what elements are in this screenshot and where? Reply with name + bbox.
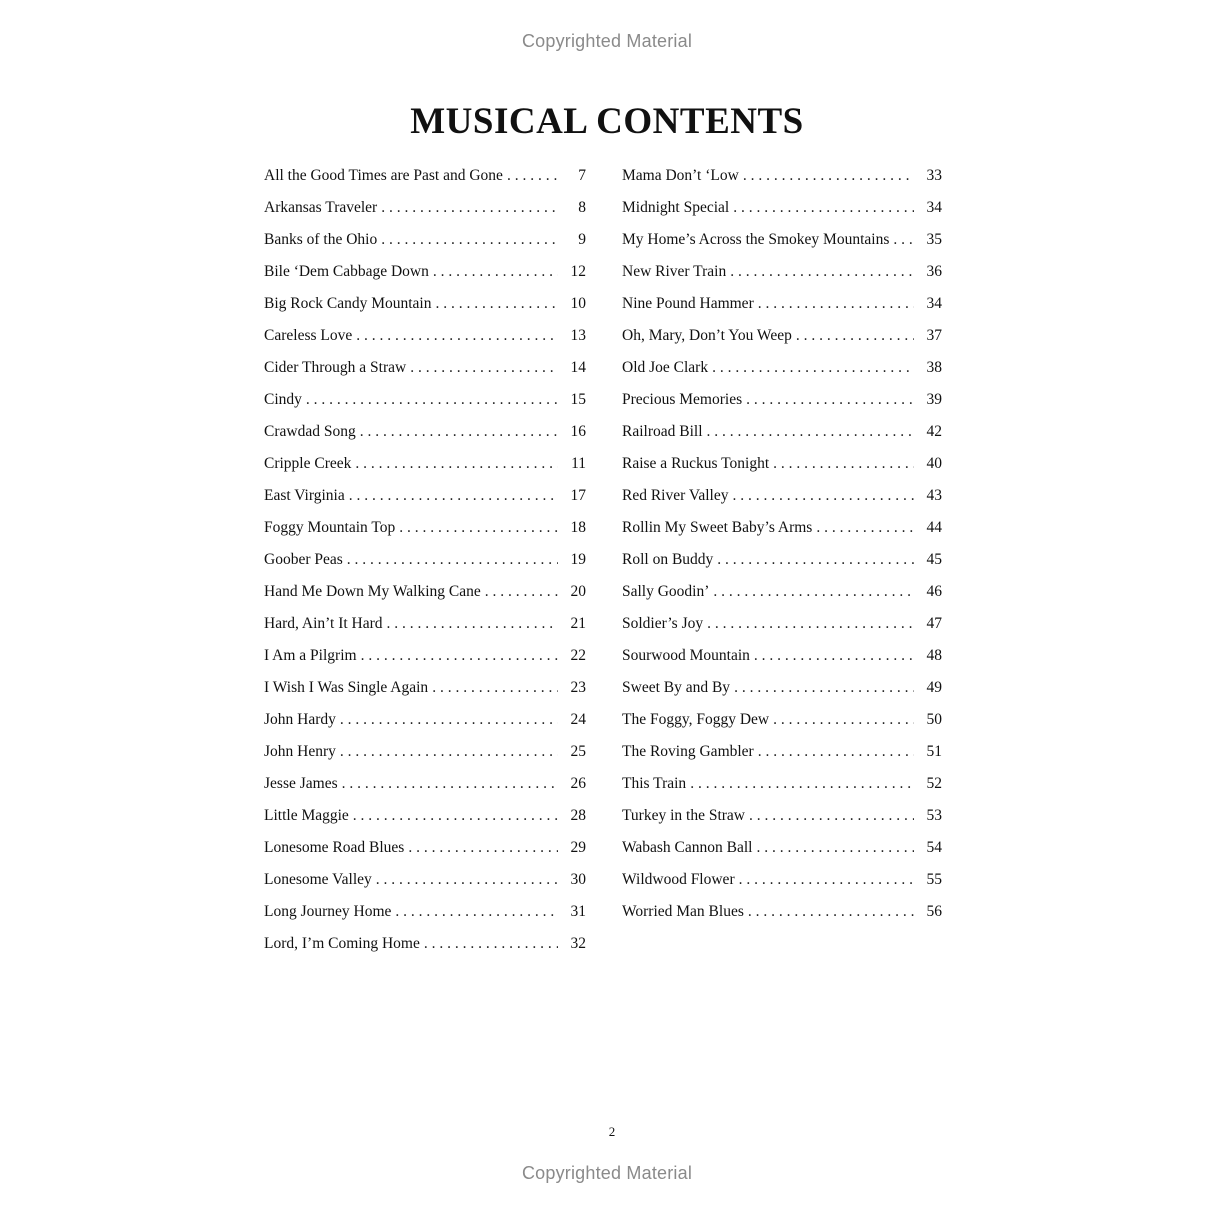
- dot-leader: [340, 706, 558, 734]
- song-title: Soldier’s Joy: [622, 615, 704, 632]
- contents-entry: [264, 546, 586, 578]
- song-page-number: 8: [578, 199, 586, 216]
- song-title: Sweet By and By: [622, 679, 731, 696]
- song-page-number: 48: [926, 647, 942, 664]
- dot-leader: [743, 162, 914, 190]
- song-page-number: 32: [570, 935, 586, 952]
- song-title: I Wish I Was Single Again: [264, 679, 429, 696]
- song-title: Old Joe Clark: [622, 359, 709, 376]
- dot-leader: [353, 802, 558, 830]
- contents-entry: [622, 450, 942, 482]
- contents-entry: [264, 354, 586, 386]
- song-page-number: 35: [926, 231, 942, 248]
- dot-leader: [399, 514, 558, 542]
- song-title: Cripple Creek: [264, 455, 352, 472]
- song-page-number: 44: [926, 519, 942, 536]
- song-page-number: 45: [926, 551, 942, 568]
- song-title: Lonesome Valley: [264, 871, 372, 888]
- contents-entry: [622, 354, 942, 386]
- song-title: The Roving Gambler: [622, 743, 754, 760]
- dot-leader: [712, 354, 914, 382]
- dot-leader: [387, 610, 558, 638]
- dot-leader: [717, 546, 914, 574]
- song-page-number: 25: [570, 743, 586, 760]
- dot-leader: [355, 450, 558, 478]
- song-title: Cindy: [264, 391, 302, 408]
- contents-entry: [264, 226, 586, 258]
- dot-leader: [707, 418, 914, 446]
- dot-leader: [356, 322, 558, 350]
- dot-leader: [758, 290, 914, 318]
- song-title: Worried Man Blues: [622, 903, 744, 920]
- song-page-number: 31: [570, 903, 586, 920]
- contents-entry: [264, 770, 586, 802]
- contents-entry: [622, 834, 942, 866]
- song-page-number: 18: [570, 519, 586, 536]
- song-title: Lord, I’m Coming Home: [264, 935, 420, 952]
- contents-entry: [622, 706, 942, 738]
- song-title: Hand Me Down My Walking Cane: [264, 583, 481, 600]
- song-title: Nine Pound Hammer: [622, 295, 754, 312]
- song-page-number: 23: [570, 679, 586, 696]
- song-page-number: 7: [578, 167, 586, 184]
- song-title: Jesse James: [264, 775, 338, 792]
- dot-leader: [381, 226, 558, 254]
- song-page-number: 15: [570, 391, 586, 408]
- song-page-number: 12: [570, 263, 586, 280]
- dot-leader: [748, 898, 914, 926]
- dot-leader: [432, 674, 558, 702]
- dot-leader: [739, 866, 914, 894]
- dot-leader: [408, 834, 558, 862]
- contents-entry: [622, 514, 942, 546]
- song-title: Rollin My Sweet Baby’s Arms: [622, 519, 813, 536]
- dot-leader: [360, 418, 558, 446]
- contents-entry: [622, 802, 942, 834]
- dot-leader: [485, 578, 558, 606]
- contents-entry: [264, 290, 586, 322]
- contents-entry: [264, 930, 586, 962]
- song-page-number: 17: [570, 487, 586, 504]
- song-page-number: 33: [926, 167, 942, 184]
- song-title: Goober Peas: [264, 551, 343, 568]
- contents-column-left: [264, 162, 586, 962]
- contents-entry: [264, 322, 586, 354]
- song-page-number: 37: [926, 327, 942, 344]
- song-page-number: 40: [926, 455, 942, 472]
- song-page-number: 34: [926, 295, 942, 312]
- dot-leader: [410, 354, 558, 382]
- song-title: Red River Valley: [622, 487, 729, 504]
- song-title: Crawdad Song: [264, 423, 356, 440]
- dot-leader: [381, 194, 558, 222]
- song-title: Sally Goodin’: [622, 583, 710, 600]
- song-page-number: 13: [570, 327, 586, 344]
- song-page-number: 51: [926, 743, 942, 760]
- contents-entry: [264, 706, 586, 738]
- song-title: Cider Through a Straw: [264, 359, 407, 376]
- contents-entry: [622, 226, 942, 258]
- song-page-number: 47: [926, 615, 942, 632]
- dot-leader: [733, 194, 914, 222]
- song-page-number: 11: [571, 455, 586, 472]
- song-page-number: 42: [926, 423, 942, 440]
- song-title: Midnight Special: [622, 199, 730, 216]
- dot-leader: [424, 930, 558, 958]
- song-title: The Foggy, Foggy Dew: [622, 711, 770, 728]
- dot-leader: [773, 706, 914, 734]
- page-number: 2: [608, 1124, 616, 1139]
- contents-entry: [622, 546, 942, 578]
- dot-leader: [435, 290, 558, 318]
- song-page-number: 14: [570, 359, 586, 376]
- contents-entry: [622, 738, 942, 770]
- song-title: Big Rock Candy Mountain: [264, 295, 432, 312]
- dot-leader: [734, 674, 914, 702]
- dot-leader: [730, 258, 914, 286]
- song-title: My Home’s Across the Smokey Mountains: [622, 231, 890, 248]
- song-page-number: 39: [926, 391, 942, 408]
- song-title: I Am a Pilgrim: [264, 647, 357, 664]
- contents-entry: [264, 578, 586, 610]
- song-title: All the Good Times are Past and Gone: [264, 167, 503, 184]
- contents-entry: [622, 290, 942, 322]
- song-page-number: 16: [570, 423, 586, 440]
- song-page-number: 50: [926, 711, 942, 728]
- song-page-number: 30: [570, 871, 586, 888]
- contents-entry: [622, 418, 942, 450]
- contents-entry: [622, 642, 942, 674]
- song-title: Roll on Buddy: [622, 551, 714, 568]
- dot-leader: [707, 610, 914, 638]
- song-title: East Virginia: [264, 487, 345, 504]
- dot-leader: [376, 866, 558, 894]
- song-title: John Hardy: [264, 711, 336, 728]
- dot-leader: [349, 482, 558, 510]
- copyright-watermark-bottom: Copyrighted Material: [521, 1163, 693, 1183]
- song-title: Raise a Ruckus Tonight: [622, 455, 770, 472]
- contents-entry: [264, 610, 586, 642]
- song-title: New River Train: [622, 263, 727, 280]
- song-page-number: 24: [570, 711, 586, 728]
- song-page-number: 56: [926, 903, 942, 920]
- song-title: Careless Love: [264, 327, 353, 344]
- contents-entry: [264, 674, 586, 706]
- dot-leader: [340, 738, 558, 766]
- song-page-number: 19: [570, 551, 586, 568]
- contents-entry: [264, 386, 586, 418]
- song-page-number: 52: [926, 775, 942, 792]
- song-page-number: 53: [926, 807, 942, 824]
- dot-leader: [893, 226, 914, 254]
- contents-entry: [622, 386, 942, 418]
- song-title: Hard, Ain’t It Hard: [264, 615, 383, 632]
- dot-leader: [749, 802, 914, 830]
- contents-entry: [622, 866, 942, 898]
- dot-leader: [754, 642, 914, 670]
- contents-entry: [622, 770, 942, 802]
- contents-entry: [264, 642, 586, 674]
- dot-leader: [796, 322, 914, 350]
- contents-entry: [622, 578, 942, 610]
- song-title: Oh, Mary, Don’t You Weep: [622, 327, 792, 344]
- contents-entry: [264, 450, 586, 482]
- dot-leader: [347, 546, 558, 574]
- contents-entry: [622, 674, 942, 706]
- contents-entry: [264, 194, 586, 226]
- contents-entry: [264, 898, 586, 930]
- song-page-number: 49: [926, 679, 942, 696]
- contents-entry: [264, 258, 586, 290]
- contents-entry: [264, 514, 586, 546]
- song-title: Wildwood Flower: [622, 871, 735, 888]
- contents-column-right: [622, 162, 942, 930]
- contents-entry: [622, 194, 942, 226]
- dot-leader: [758, 738, 914, 766]
- song-title: Turkey in the Straw: [622, 807, 745, 824]
- song-page-number: 9: [578, 231, 586, 248]
- song-page-number: 29: [570, 839, 586, 856]
- contents-entry: [622, 258, 942, 290]
- song-page-number: 46: [926, 583, 942, 600]
- dot-leader: [690, 770, 914, 798]
- contents-entry: [264, 738, 586, 770]
- contents-entry: [622, 162, 942, 194]
- contents-entry: [264, 834, 586, 866]
- song-page-number: 38: [926, 359, 942, 376]
- song-page-number: 22: [570, 647, 586, 664]
- song-title: Bile ‘Dem Cabbage Down: [264, 263, 429, 280]
- dot-leader: [713, 578, 914, 606]
- song-title: This Train: [622, 775, 687, 792]
- song-title: Precious Memories: [622, 391, 743, 408]
- dot-leader: [732, 482, 914, 510]
- dot-leader: [773, 450, 914, 478]
- contents-entry: [622, 482, 942, 514]
- dot-leader: [342, 770, 558, 798]
- dot-leader: [746, 386, 914, 414]
- contents-entry: [264, 866, 586, 898]
- song-page-number: 20: [570, 583, 586, 600]
- song-title: John Henry: [264, 743, 336, 760]
- dot-leader: [507, 162, 558, 190]
- song-title: Lonesome Road Blues: [264, 839, 405, 856]
- dot-leader: [433, 258, 558, 286]
- song-title: Foggy Mountain Top: [264, 519, 396, 536]
- dot-leader: [395, 898, 558, 926]
- song-title: Little Maggie: [264, 807, 349, 824]
- contents-entry: [264, 802, 586, 834]
- contents-entry: [622, 322, 942, 354]
- contents-entry: [622, 898, 942, 930]
- contents-entry: [264, 162, 586, 194]
- dot-leader: [306, 386, 558, 414]
- song-page-number: 43: [926, 487, 942, 504]
- song-page-number: 21: [570, 615, 586, 632]
- dot-leader: [756, 834, 914, 862]
- copyright-watermark-top: Copyrighted Material: [521, 31, 693, 51]
- song-page-number: 36: [926, 263, 942, 280]
- contents-entry: [622, 610, 942, 642]
- song-title: Railroad Bill: [622, 423, 703, 440]
- song-title: Long Journey Home: [264, 903, 392, 920]
- song-title: Mama Don’t ‘Low: [622, 167, 739, 184]
- song-title: Banks of the Ohio: [264, 231, 378, 248]
- song-title: Wabash Cannon Ball: [622, 839, 753, 856]
- page-title: MUSICAL CONTENTS: [410, 101, 804, 142]
- contents-entry: [264, 418, 586, 450]
- song-page-number: 10: [570, 295, 586, 312]
- song-page-number: 34: [926, 199, 942, 216]
- song-title: Sourwood Mountain: [622, 647, 750, 664]
- song-page-number: 55: [926, 871, 942, 888]
- dot-leader: [816, 514, 914, 542]
- song-title: Arkansas Traveler: [264, 199, 378, 216]
- dot-leader: [361, 642, 558, 670]
- song-page-number: 28: [570, 807, 586, 824]
- contents-entry: [264, 482, 586, 514]
- song-page-number: 54: [926, 839, 942, 856]
- song-page-number: 26: [570, 775, 586, 792]
